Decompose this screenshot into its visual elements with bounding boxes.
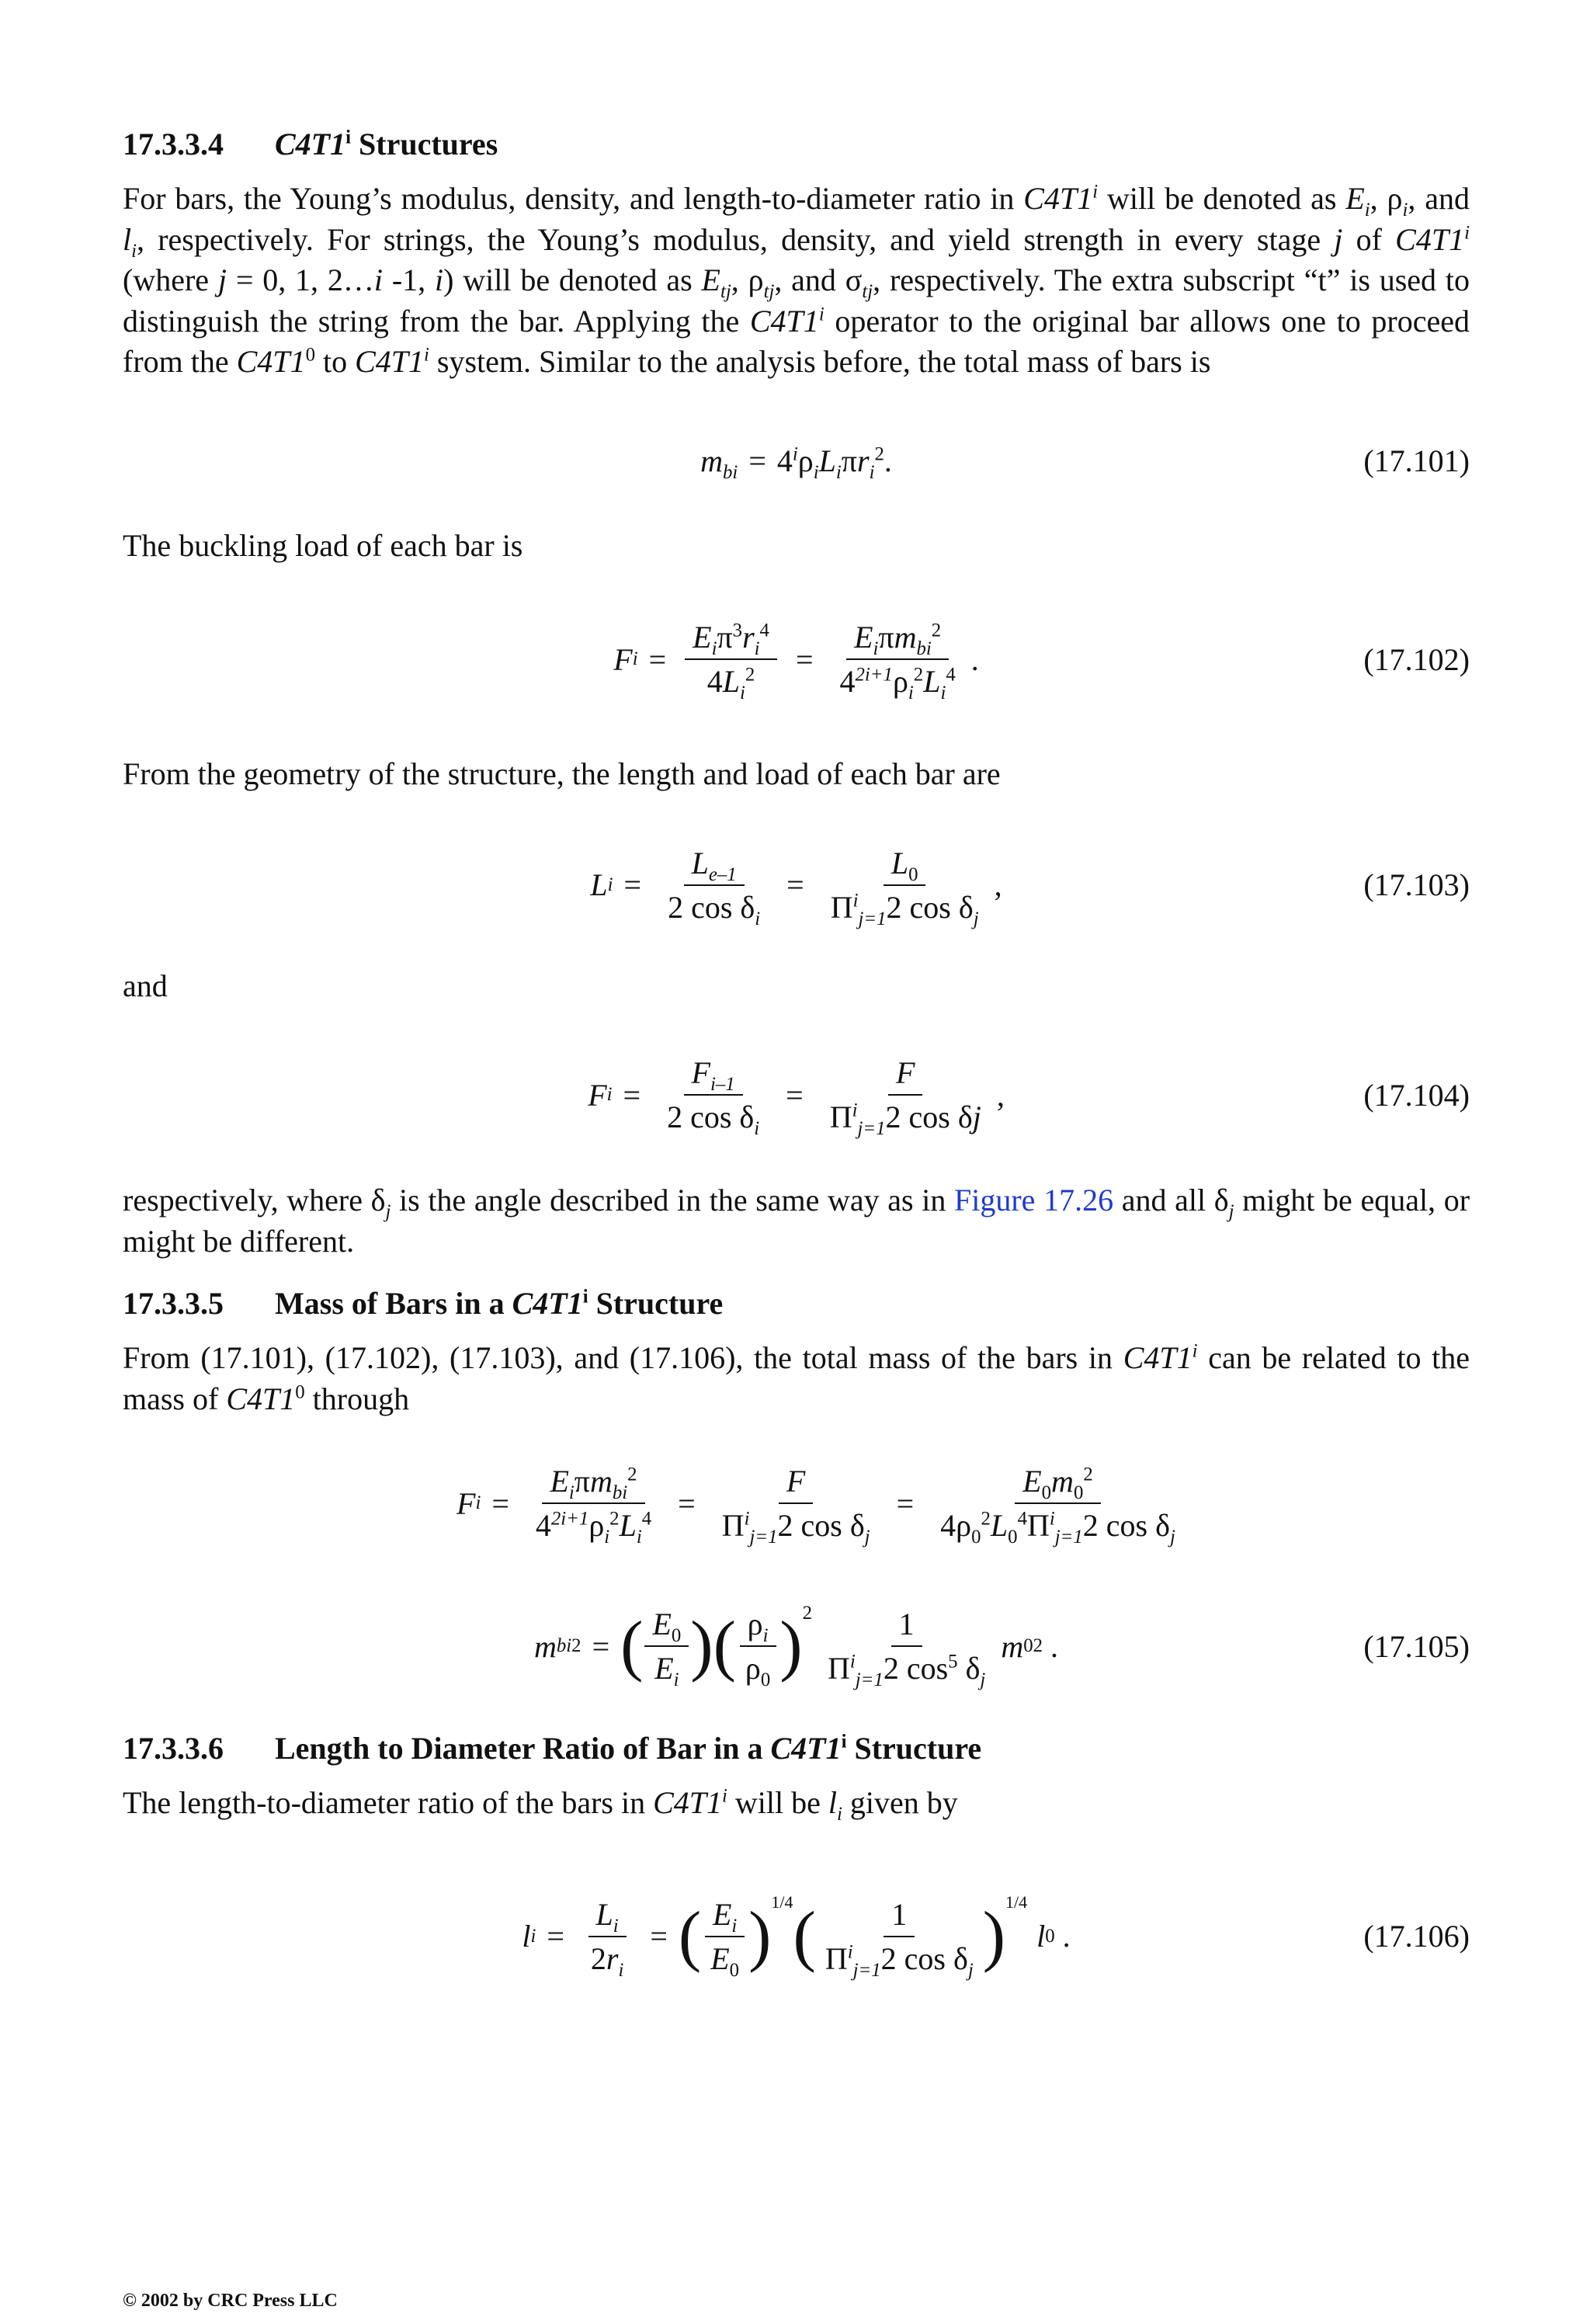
equation-body: F i = $\frac{F_{i-1}}{2 \cos \delta_i}$ = $\frac{F}{\Pi^i_{j=1}2 \cos \delta j}$ , bbox=[588, 1055, 1005, 1139]
section-heading-17-3-3-6 bbox=[123, 1728, 1470, 1769]
copyright-footer: © 2002 by CRC Press LLC bbox=[123, 2291, 338, 2311]
section-number: 17.3.3.4 bbox=[123, 127, 224, 162]
equation-number: (17.102) bbox=[1363, 641, 1470, 677]
section-title-italic: C4T1 bbox=[770, 1731, 842, 1766]
section-title-sup: i bbox=[345, 127, 352, 148]
equation-body: m bi 2 = ( $\frac{E_0}{E_i}$ ) ( $\frac{\rho_i}{\rho_0}$ ) 2 $\frac{1}{\Pi^i_{j=1}2 \cos^5 \delta_j}$ m 0 2 . bbox=[533, 1603, 1059, 1690]
section-title-rest: Structure bbox=[846, 1731, 982, 1766]
equation-body: L i = $\frac{L_{e-1}}{2 \cos \delta_i}$ = $\frac{L_0}{\Pi^i_{j=1}2 \cos \delta_j}$ , bbox=[590, 845, 1002, 929]
section-title-italic: C4T1 bbox=[512, 1286, 583, 1321]
equation-body: F i = $\frac{E_i\pi m_{bi}^2}{4^{2i+1}\rho_i^2L_i^4}$ = $\frac{F}{\Pi^i_{j=1}2 \cos \delta_j}$ = $\frac{E_0m_0^2}{4\rho_0^2L_0^4\Pi^i_{j=1}2 \cos \delta_j}$ bbox=[457, 1464, 1175, 1548]
paragraph-geometry: From the geometry of the structure, the length and load of each bar are bbox=[123, 756, 1001, 791]
equation-body: F i = $\frac{E_i\pi^3r_i^4}{4L_i^2}$ = $\frac{E_i\pi m_{bi}^2}{4^{2i+1}\rho_i^2L_i^4}$ . bbox=[613, 620, 979, 703]
section-heading-17-3-3-5 bbox=[123, 1284, 1470, 1324]
equation-17-104 bbox=[123, 1040, 1470, 1149]
section-title-sup: i bbox=[582, 1286, 588, 1308]
paragraph-and: and bbox=[123, 967, 168, 1003]
equation-17-103 bbox=[123, 831, 1470, 940]
figure-link[interactable]: Figure 17.26 bbox=[954, 1183, 1114, 1218]
equation-body: l i = $\frac{L_i}{2r_i}$ = ( $\frac{E_i}{E_0}$ ) 1/4 ( $\frac{1}{\Pi^i_{j=1}2 \cos \delta_j}$ ) 1/4 l 0 . bbox=[522, 1892, 1071, 1981]
equation-body: $m_{bi} = 4^i\rho_iL_i\pi r_i^2$. bbox=[700, 443, 892, 483]
paragraph-respectively: respectively, where $\delta_j$ is the angle described in the same way as in Figure 17.26 and all $\delta_j$ might be equal, or might be different. bbox=[123, 1183, 1470, 1259]
section-number: 17.3.3.6 bbox=[123, 1731, 224, 1766]
section-title-rest: Structure bbox=[588, 1286, 724, 1321]
section-title-pre: Length to Diameter Ratio of Bar in a bbox=[275, 1731, 771, 1766]
equation-number: (17.104) bbox=[1363, 1077, 1470, 1113]
section-title-rest: Structures bbox=[351, 127, 498, 162]
page-content bbox=[123, 124, 1470, 2003]
equation-number: (17.103) bbox=[1363, 867, 1470, 902]
paragraph-mass: From (17.101), (17.102), (17.103), and (17.106), the total mass of the bars in C4T1$^i$ can be related to the mass of $C4T1^0$ through bbox=[123, 1340, 1470, 1416]
equation-17-105 bbox=[123, 1584, 1470, 1708]
equation-17-106 bbox=[123, 1871, 1470, 2003]
equation-17-101 bbox=[123, 426, 1470, 496]
section-heading-17-3-3-4 bbox=[123, 124, 1470, 165]
equation-unnumbered bbox=[123, 1449, 1470, 1558]
equation-17-102 bbox=[123, 605, 1470, 714]
equation-number: (17.105) bbox=[1363, 1628, 1470, 1664]
equation-number: (17.106) bbox=[1363, 1919, 1470, 1954]
section-title-pre: Mass of Bars in a bbox=[275, 1286, 512, 1321]
paragraph-notation: For bars, the Young’s modulus, density, and length-to-diameter ratio in C4T1$^i$ will be denoted as $E_i$, $\rho_i$, and $l_i$, respectively. For strings, the Young’s modulus, density, and yield strength in every stage j of C4T1$^i$ (where j = 0, 1, 2…i -1, i) will be denoted as $E_{tj}$, $\rho_{tj}$, and $\sigma_{tj}$, respectively. The extra subscript “t” is used to distinguish the string from the bar. Applying the C4T1$^i$ operator to the original bar allows one to proceed from the $C4T1^0$ to C4T1$^i$ system. Similar to the analysis before, the total mass of bars is bbox=[123, 181, 1470, 379]
section-title-italic: C4T1 bbox=[275, 127, 346, 162]
section-number: 17.3.3.5 bbox=[123, 1286, 224, 1321]
section-title-sup: i bbox=[841, 1731, 847, 1753]
paragraph-ratio: The length-to-diameter ratio of the bars in C4T1$^i$ will be $l_i$ given by bbox=[123, 1785, 958, 1825]
paragraph-buckling: The buckling load of each bar is bbox=[123, 527, 523, 563]
equation-number: (17.101) bbox=[1363, 443, 1470, 478]
